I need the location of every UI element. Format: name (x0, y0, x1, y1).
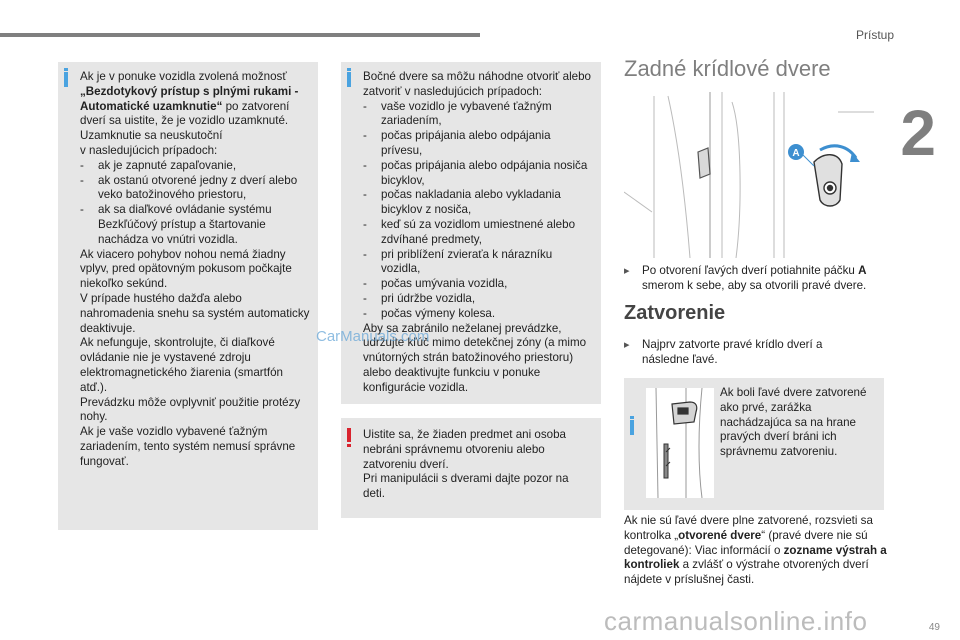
list-item: - počas umývania vozidla, (363, 277, 593, 292)
hands-free-intro: Ak je v ponuke vozidla zvolená možnosť (80, 70, 287, 83)
paragraph: Pri manipulácii s dverami dajte pozor na deti. (363, 472, 569, 501)
para-post: a zvlášť o výstrahe otvorených dverí nájdete v príslušnej časti. (624, 558, 869, 587)
info-icon (64, 72, 68, 87)
lock-cases: v nasledujúcich prípadoch: (80, 143, 218, 157)
door-stop-illustration (646, 388, 714, 498)
info-icon (630, 420, 634, 435)
para-bold-door-open: otvorené dvere (678, 528, 762, 542)
info-box-closing (624, 378, 884, 510)
para-pre: Ak nie sú ľavé dvere plne zatvorené, rozsvieti sa kontrolka „ (624, 514, 873, 542)
hands-free-intro-rest: po zatvorení dverí sa uistite, že je vozidlo uzamknuté. (80, 99, 290, 128)
chevron-right-icon: ▸ (624, 265, 630, 277)
list-item: - pri údržbe vozidla, (363, 292, 593, 307)
section-title: Prístup (855, 28, 894, 42)
warning-icon (347, 428, 351, 442)
close-instruction: ▸ Najprv zatvorte pravé krídlo dverí a následne ľavé. (624, 338, 823, 366)
info-box-hands-free (58, 62, 318, 530)
list-item: - ak sa diaľkové ovládanie systému Bezkľúčový prístup a štartovanie nachádza vo vnútri vozidla. (80, 203, 310, 247)
open-text-pre: Po otvorení ľavých dverí potiahnite páčku (642, 264, 859, 277)
hands-free-option: „Bezdotykový prístup s plnými rukami - Automatické uzamknutie“ (80, 84, 299, 113)
info-box-text (80, 70, 310, 470)
closing-paragraph (624, 514, 890, 588)
info-box-side-doors (341, 62, 601, 404)
open-text-post: smerom k sebe, aby sa otvorili pravé dvere. (642, 278, 867, 292)
list-item: - ak ostanú otvorené jedny z dverí alebo veko batožinového priestoru, (80, 174, 310, 204)
callout-a-label: A (792, 148, 800, 159)
info-icon (347, 72, 351, 87)
list-item: - pri priblížení zvieraťa k nárazníku vozidla, (363, 248, 593, 278)
page-number: 49 (928, 622, 940, 633)
footer-watermark: carmanualsonline.info (604, 606, 868, 636)
header-rule (0, 33, 480, 37)
open-instruction (624, 264, 894, 294)
paragraph: Prevádzku môže ovplyvniť použitie protézy nohy. (80, 395, 301, 424)
paragraph: Ak viacero pohybov nohou nemá žiadny vplyv, pred opätovným pokusom počkajte niekoľko sekúnd. (80, 247, 292, 291)
paragraph: Bočné dvere sa môžu náhodne otvoriť alebo zatvoriť v nasledujúcich prípadoch: (363, 70, 591, 98)
paragraph: Uistite sa, že žiaden predmet ani osoba nebráni správnemu otvoreniu alebo zatvoreniu dverí. (363, 428, 567, 471)
list-item: - vaše vozidlo je vybavené ťažným zariadením, (363, 100, 593, 130)
list-item: - počas pripájania alebo odpájania nosiča bicyklov, (363, 159, 593, 189)
closing-title: Zatvorenie (624, 302, 726, 324)
para-mid: “ (pravé dvere nie sú detegované): Viac informácií o (624, 528, 868, 557)
lock-note: Uzamknutie sa neuskutoční (80, 129, 223, 143)
chevron-right-icon: ▸ (624, 339, 630, 351)
info-box-text (363, 70, 593, 396)
info-box-text: Ak boli ľavé dvere zatvorené ako prvé, zarážka nachádzajúca sa na hrane pravých dverí bráni ich správnemu zatvoreniu. (720, 386, 867, 459)
paragraph: Ak nefunguje, skontrolujte, či diaľkové ovládanie nie je vystavené zdroju elektromagnetického žiarenia (smartfón atď.). (80, 336, 283, 394)
list-item: - počas pripájania alebo odpájania prívesu, (363, 129, 593, 159)
paragraph: V prípade hustého dažďa alebo nahromadenia snehu sa systém automaticky deaktivuje. (80, 291, 310, 335)
open-text-bold: A (858, 264, 867, 277)
warning-box-text (363, 428, 593, 502)
rear-doors-title: Zadné krídlové dvere (624, 56, 831, 81)
rear-door-illustration (624, 92, 880, 258)
list-item: - keď sú za vozidlom umiestnené alebo zdvíhané predmety, (363, 218, 593, 248)
list-item: - počas výmeny kolesa. (363, 307, 593, 322)
para-bold-warnings: zozname výstrah a kontroliek (624, 543, 887, 572)
warning-box (341, 418, 601, 518)
list-item: - ak je zapnuté zapaľovanie, (80, 159, 310, 174)
paragraph: Aby sa zabránilo neželanej prevádzke, udržujte kľúč mimo detekčnej zóny (a mimo vnútorných strán batožinového priestoru) alebo deaktivujte funkciu v ponuke konfigurácie vozidla. (363, 321, 587, 394)
list-item: - počas nakladania alebo vykladania bicyklov z nosiča, (363, 188, 593, 218)
chapter-number: 2 (900, 97, 936, 169)
watermark: CarManuals.com (316, 328, 430, 345)
paragraph: Ak je vaše vozidlo vybavené ťažným zariadením, tento systém nemusí správne fungovať. (80, 425, 296, 468)
